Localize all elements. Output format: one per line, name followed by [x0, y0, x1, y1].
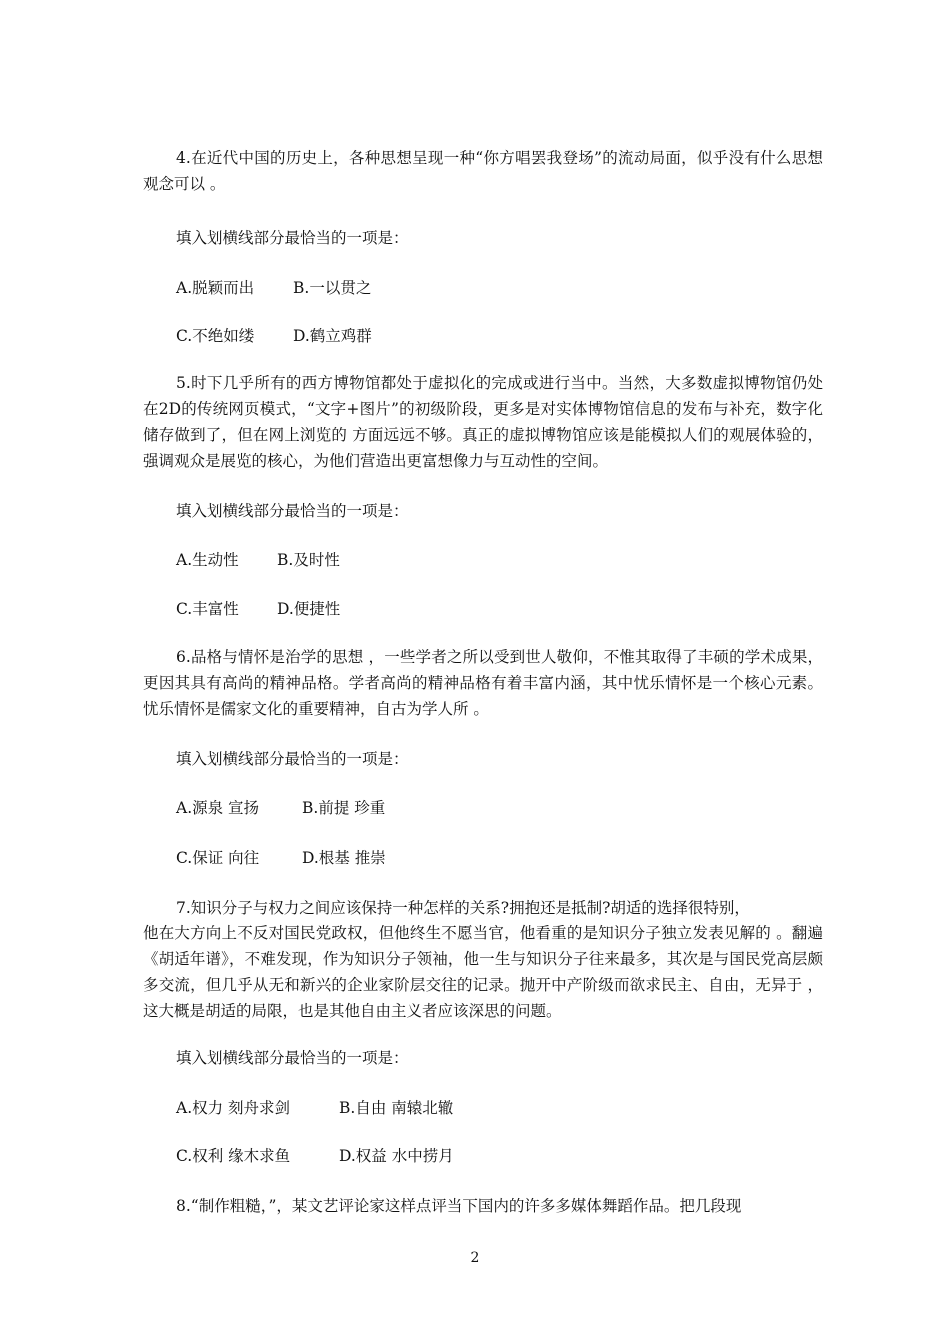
question-5-option-d: D.便捷性 — [277, 600, 341, 618]
question-7-stem-body: 他在大方向上不反对国民党政权，但他终生不愿当官，他看重的是知识分子独立发表见解的 。翻遍《胡适年谱》，不难发现，作为知识分子领袖，他一生与知识分子往来最多，其次是与国民党高层颇多交流，但几乎从无和新兴的企业家阶层交往的记录。抛开中产阶级而欲求民主、自由，无异于 ，这大概是胡适的局限，也是其他自由主义者应该深思的问题。 — [143, 924, 823, 1020]
question-5-prompt: 填入划横线部分最恰当的一项是： — [176, 502, 409, 520]
question-6-option-b: B.前提 珍重 — [302, 799, 386, 817]
question-5-option-c: C.丰富性 — [176, 600, 239, 618]
question-7-options-row-1 — [143, 1095, 856, 1121]
question-6-option-a: A.源泉 宣扬 — [176, 799, 260, 817]
question-4-option-a: A.脱颖而出 — [176, 279, 255, 297]
question-5-option-b: B.及时性 — [277, 551, 340, 569]
question-5-options-row-2 — [143, 596, 856, 622]
question-7-options-row-2 — [143, 1143, 856, 1169]
question-5-stem: 5.时下几乎所有的西方博物馆都处于虚拟化的完成或进行当中。当然，大多数虚拟博物馆仍处在2D的传统网页模式，“文字+图片”的初级阶段，更多是对实体博物馆信息的发布与补充，数字化储存做到了，但在网上浏览的 方面远远不够。真正的虚拟博物馆应该是能模拟人们的观展体验的，强调观众是展览的核心，为他们营造出更富想像力与互动性的空间。 — [143, 374, 823, 470]
question-6-option-d: D.根基 推崇 — [302, 849, 386, 867]
page-number: 2 — [470, 1250, 480, 1266]
question-7-stem-first-line: 7.知识分子与权力之间应该保持一种怎样的关系?拥抱还是抵制?胡适的选择很特别， — [176, 899, 750, 917]
question-7-option-a: A.权力 刻舟求剑 — [176, 1099, 291, 1117]
question-4-options-row-2 — [143, 323, 856, 349]
question-4-option-d: D.鹤立鸡群 — [293, 327, 372, 345]
question-6-options-row-2 — [143, 845, 856, 871]
question-4-option-b: B.一以贯之 — [293, 279, 372, 297]
question-7-option-d: D.权益 水中捞月 — [339, 1147, 454, 1165]
question-7-prompt: 填入划横线部分最恰当的一项是： — [176, 1049, 409, 1067]
question-4-option-c: C.不绝如缕 — [176, 327, 255, 345]
question-4-stem: 4.在近代中国的历史上，各种思想呈现一种“你方唱罢我登场”的流动局面，似乎没有什么思想观念可以 。 — [143, 149, 823, 193]
question-8-stem: 8.“制作粗糙，”，某文艺评论家这样点评当下国内的许多多媒体舞蹈作品。把几段现 — [176, 1197, 742, 1215]
question-5-options-row-1 — [143, 547, 856, 573]
question-5-option-a: A.生动性 — [176, 551, 239, 569]
question-6-option-c: C.保证 向往 — [176, 849, 260, 867]
question-4-prompt: 填入划横线部分最恰当的一项是： — [176, 229, 409, 247]
question-7-option-c: C.权利 缘木求鱼 — [176, 1147, 291, 1165]
question-7-option-b: B.自由 南辕北辙 — [339, 1099, 454, 1117]
question-6-options-row-1 — [143, 795, 856, 821]
question-4-options-row-1 — [143, 275, 856, 301]
question-6-prompt: 填入划横线部分最恰当的一项是： — [176, 750, 409, 768]
question-6-stem: 6.品格与情怀是治学的思想 ，一些学者之所以受到世人敬仰，不惟其取得了丰硕的学术成果，更因其具有高尚的精神品格。学者高尚的精神品格有着丰富内涵，其中忧乐情怀是一个核心元素。忧乐情怀是儒家文化的重要精神，自古为学人所 。 — [143, 648, 823, 718]
